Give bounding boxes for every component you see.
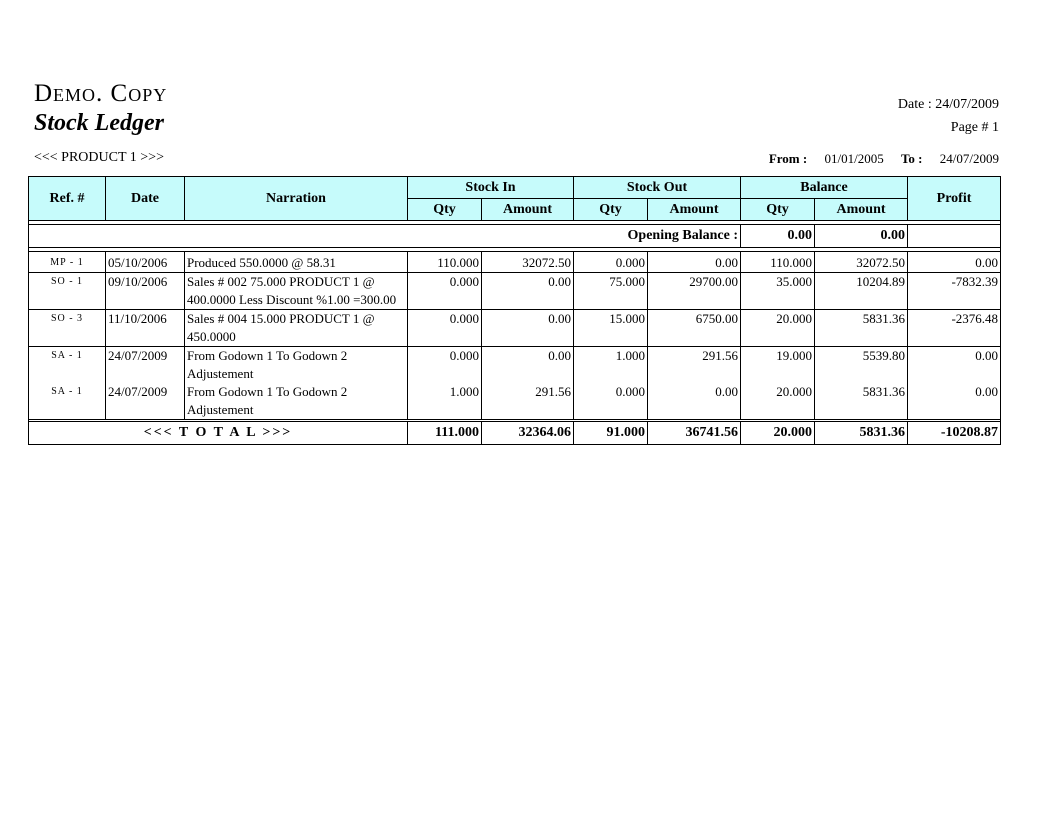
col-balance: Balance bbox=[741, 177, 908, 199]
out-qty-cell: 15.000 bbox=[574, 310, 648, 347]
bal-qty-cell: 35.000 bbox=[741, 273, 815, 310]
narration-cell: Produced 550.0000 @ 58.31 bbox=[185, 252, 408, 273]
ref-cell: SO - 1 bbox=[29, 273, 106, 310]
in-qty-cell: 1.000 bbox=[408, 383, 482, 420]
opening-balance-label: Opening Balance : bbox=[29, 225, 741, 248]
col-in-qty: Qty bbox=[408, 199, 482, 221]
out-amount-cell: 6750.00 bbox=[648, 310, 741, 347]
col-out-qty: Qty bbox=[574, 199, 648, 221]
from-label: From : bbox=[768, 151, 808, 166]
total-label: <<< T O T A L >>> bbox=[29, 422, 408, 445]
ledger-row bbox=[29, 310, 1001, 347]
narration-cell: From Godown 1 To Godown 2 Adjustement bbox=[185, 347, 408, 384]
opening-balance-row bbox=[29, 225, 1001, 248]
in-amount-cell: 0.00 bbox=[482, 347, 574, 384]
stock-ledger-table bbox=[28, 176, 1001, 445]
ledger-row bbox=[29, 252, 1001, 273]
bal-qty-cell: 20.000 bbox=[741, 310, 815, 347]
out-qty-cell: 0.000 bbox=[574, 383, 648, 420]
out-qty-cell: 1.000 bbox=[574, 347, 648, 384]
report-title: Stock Ledger bbox=[34, 110, 164, 136]
total-out-qty: 91.000 bbox=[574, 422, 648, 445]
col-date: Date bbox=[106, 177, 185, 221]
total-out-amount: 36741.56 bbox=[648, 422, 741, 445]
out-amount-cell: 29700.00 bbox=[648, 273, 741, 310]
ledger-row bbox=[29, 273, 1001, 310]
total-profit: -10208.87 bbox=[908, 422, 1001, 445]
profit-cell: -7832.39 bbox=[908, 273, 1001, 310]
ref-cell: SO - 3 bbox=[29, 310, 106, 347]
date-cell: 24/07/2009 bbox=[106, 347, 185, 384]
date-value: 24/07/2009 bbox=[935, 97, 999, 112]
col-out-amount: Amount bbox=[648, 199, 741, 221]
in-qty-cell: 0.000 bbox=[408, 310, 482, 347]
total-in-qty: 111.000 bbox=[408, 422, 482, 445]
opening-amount: 0.00 bbox=[815, 225, 908, 248]
bal-amount-cell: 10204.89 bbox=[815, 273, 908, 310]
ref-cell: SA - 1 bbox=[29, 347, 106, 384]
in-amount-cell: 291.56 bbox=[482, 383, 574, 420]
col-profit: Profit bbox=[908, 177, 1001, 221]
bal-amount-cell: 5539.80 bbox=[815, 347, 908, 384]
col-bal-qty: Qty bbox=[741, 199, 815, 221]
date-cell: 09/10/2006 bbox=[106, 273, 185, 310]
date-label: Date : bbox=[897, 97, 932, 112]
ledger-row bbox=[29, 383, 1001, 420]
from-value: 01/01/2005 bbox=[824, 151, 884, 166]
opening-profit bbox=[908, 225, 1001, 248]
bal-qty-cell: 110.000 bbox=[741, 252, 815, 273]
bal-qty-cell: 20.000 bbox=[741, 383, 815, 420]
out-qty-cell: 0.000 bbox=[574, 252, 648, 273]
bal-qty-cell: 19.000 bbox=[741, 347, 815, 384]
col-bal-amount: Amount bbox=[815, 199, 908, 221]
to-label: To : bbox=[900, 151, 923, 166]
page-value: 1 bbox=[992, 120, 999, 135]
to-value: 24/07/2009 bbox=[939, 151, 999, 166]
product-heading: <<< PRODUCT 1 >>> bbox=[34, 150, 164, 165]
narration-cell: From Godown 1 To Godown 2 Adjustement bbox=[185, 383, 408, 420]
bal-amount-cell: 5831.36 bbox=[815, 310, 908, 347]
col-stock-in: Stock In bbox=[408, 177, 574, 199]
date-cell: 05/10/2006 bbox=[106, 252, 185, 273]
in-qty-cell: 110.000 bbox=[408, 252, 482, 273]
col-ref: Ref. # bbox=[29, 177, 106, 221]
out-amount-cell: 0.00 bbox=[648, 252, 741, 273]
in-qty-cell: 0.000 bbox=[408, 273, 482, 310]
page-label: Page # bbox=[950, 120, 989, 135]
page-number bbox=[951, 120, 999, 136]
narration-cell: Sales # 002 75.000 PRODUCT 1 @ 400.0000 Less Discount %1.00 =300.00 bbox=[185, 273, 408, 310]
ref-cell: SA - 1 bbox=[29, 383, 106, 420]
in-qty-cell: 0.000 bbox=[408, 347, 482, 384]
out-qty-cell: 75.000 bbox=[574, 273, 648, 310]
col-narration: Narration bbox=[185, 177, 408, 221]
date-cell: 11/10/2006 bbox=[106, 310, 185, 347]
out-amount-cell: 0.00 bbox=[648, 383, 741, 420]
total-bal-qty: 20.000 bbox=[741, 422, 815, 445]
total-in-amount: 32364.06 bbox=[482, 422, 574, 445]
profit-cell: 0.00 bbox=[908, 383, 1001, 420]
total-bal-amount: 5831.36 bbox=[815, 422, 908, 445]
bal-amount-cell: 32072.50 bbox=[815, 252, 908, 273]
date-range bbox=[769, 151, 999, 167]
ledger-row bbox=[29, 347, 1001, 384]
in-amount-cell: 0.00 bbox=[482, 310, 574, 347]
in-amount-cell: 32072.50 bbox=[482, 252, 574, 273]
narration-cell: Sales # 004 15.000 PRODUCT 1 @ 450.0000 bbox=[185, 310, 408, 347]
ref-cell: MP - 1 bbox=[29, 252, 106, 273]
profit-cell: -2376.48 bbox=[908, 310, 1001, 347]
col-in-amount: Amount bbox=[482, 199, 574, 221]
company-name: Demo. Copy bbox=[34, 80, 168, 107]
date-cell: 24/07/2009 bbox=[106, 383, 185, 420]
in-amount-cell: 0.00 bbox=[482, 273, 574, 310]
bal-amount-cell: 5831.36 bbox=[815, 383, 908, 420]
report-date bbox=[898, 97, 999, 113]
col-stock-out: Stock Out bbox=[574, 177, 741, 199]
total-row bbox=[29, 422, 1001, 445]
out-amount-cell: 291.56 bbox=[648, 347, 741, 384]
profit-cell: 0.00 bbox=[908, 252, 1001, 273]
profit-cell: 0.00 bbox=[908, 347, 1001, 384]
opening-qty: 0.00 bbox=[741, 225, 815, 248]
